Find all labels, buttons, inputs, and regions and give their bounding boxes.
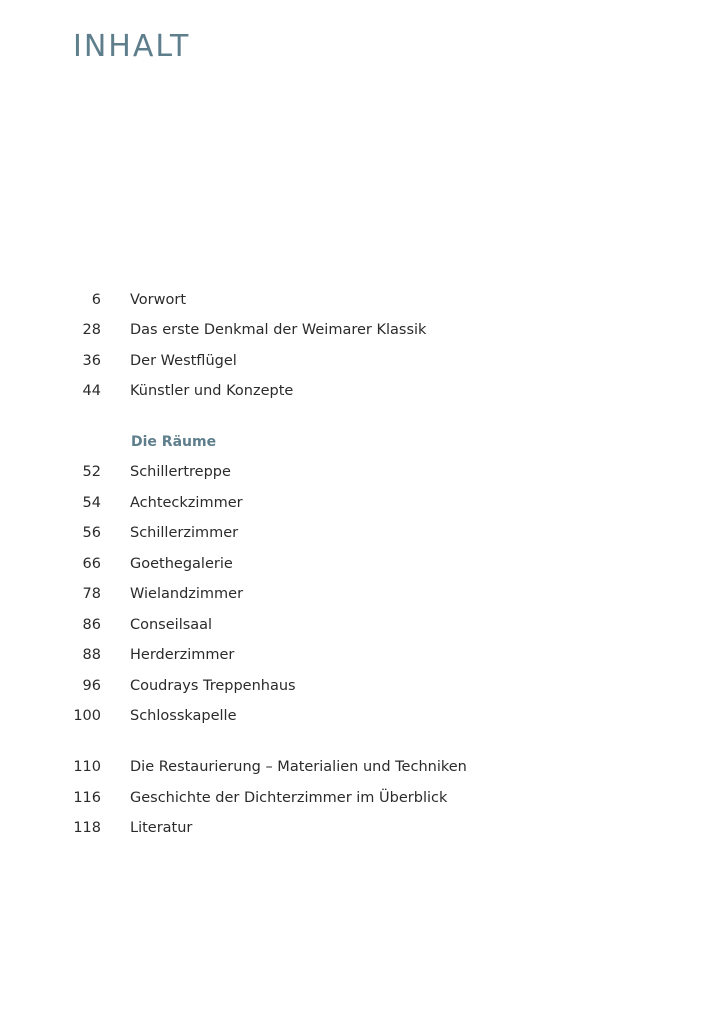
toc-page-number: 66 bbox=[82, 556, 101, 572]
toc-page-number: 118 bbox=[73, 820, 101, 836]
toc-page-number: 44 bbox=[82, 383, 101, 399]
toc-entry-label: Schlosskapelle bbox=[130, 708, 237, 724]
toc-entry bbox=[0, 319, 722, 341]
toc-page-number: 6 bbox=[91, 292, 101, 308]
toc-entry bbox=[0, 817, 722, 839]
toc-page-number: 86 bbox=[82, 617, 101, 633]
toc-entry-label: Goethegalerie bbox=[130, 556, 233, 572]
toc-entry-label: Schillertreppe bbox=[130, 464, 231, 480]
toc-page-number: 52 bbox=[82, 464, 101, 480]
page-title: INHALT bbox=[73, 29, 191, 64]
toc-entry-label: Geschichte der Dichterzimmer im Überblick bbox=[130, 790, 448, 806]
toc-page-number: 96 bbox=[82, 678, 101, 694]
toc-entry-label: Herderzimmer bbox=[130, 647, 235, 663]
toc-entry-label: Das erste Denkmal der Weimarer Klassik bbox=[130, 322, 427, 338]
toc-entry-label: Conseilsaal bbox=[130, 617, 213, 633]
toc-entry bbox=[0, 644, 722, 666]
toc-page-number: 88 bbox=[82, 647, 101, 663]
toc-entry-label: Achteckzimmer bbox=[130, 495, 243, 511]
toc-page-number: 110 bbox=[73, 759, 101, 775]
toc-section-heading: Die Räume bbox=[131, 434, 217, 450]
toc-entry bbox=[0, 461, 722, 483]
toc-entry bbox=[0, 380, 722, 402]
toc-entry bbox=[0, 350, 722, 372]
toc-entry bbox=[0, 756, 722, 778]
toc-entry-label: Der Westflügel bbox=[130, 353, 237, 369]
toc-entry bbox=[0, 787, 722, 809]
toc-page-number: 56 bbox=[82, 525, 101, 541]
toc-entry bbox=[0, 705, 722, 727]
toc-entry bbox=[0, 289, 722, 311]
toc-entry bbox=[0, 614, 722, 636]
toc-entry bbox=[0, 553, 722, 575]
toc-entry-label: Wielandzimmer bbox=[130, 586, 244, 602]
toc-page-number: 36 bbox=[82, 353, 101, 369]
toc-page-number: 78 bbox=[82, 586, 101, 602]
toc-entry-label: Vorwort bbox=[130, 292, 187, 308]
toc-entry-label: Literatur bbox=[130, 820, 193, 836]
toc-entry-label: Schillerzimmer bbox=[130, 525, 239, 541]
toc-entry-label: Künstler und Konzepte bbox=[130, 383, 294, 399]
toc-entry-label: Die Restaurierung – Materialien und Techniken bbox=[130, 759, 467, 775]
toc-entry bbox=[0, 492, 722, 514]
toc-entry bbox=[0, 675, 722, 697]
toc-page-number: 100 bbox=[73, 708, 101, 724]
toc-entry bbox=[0, 522, 722, 544]
toc-entry-label: Coudrays Treppenhaus bbox=[130, 678, 296, 694]
toc-page-number: 54 bbox=[82, 495, 101, 511]
toc-page-number: 116 bbox=[73, 790, 101, 806]
toc-entry bbox=[0, 583, 722, 605]
toc-page-number: 28 bbox=[82, 322, 101, 338]
